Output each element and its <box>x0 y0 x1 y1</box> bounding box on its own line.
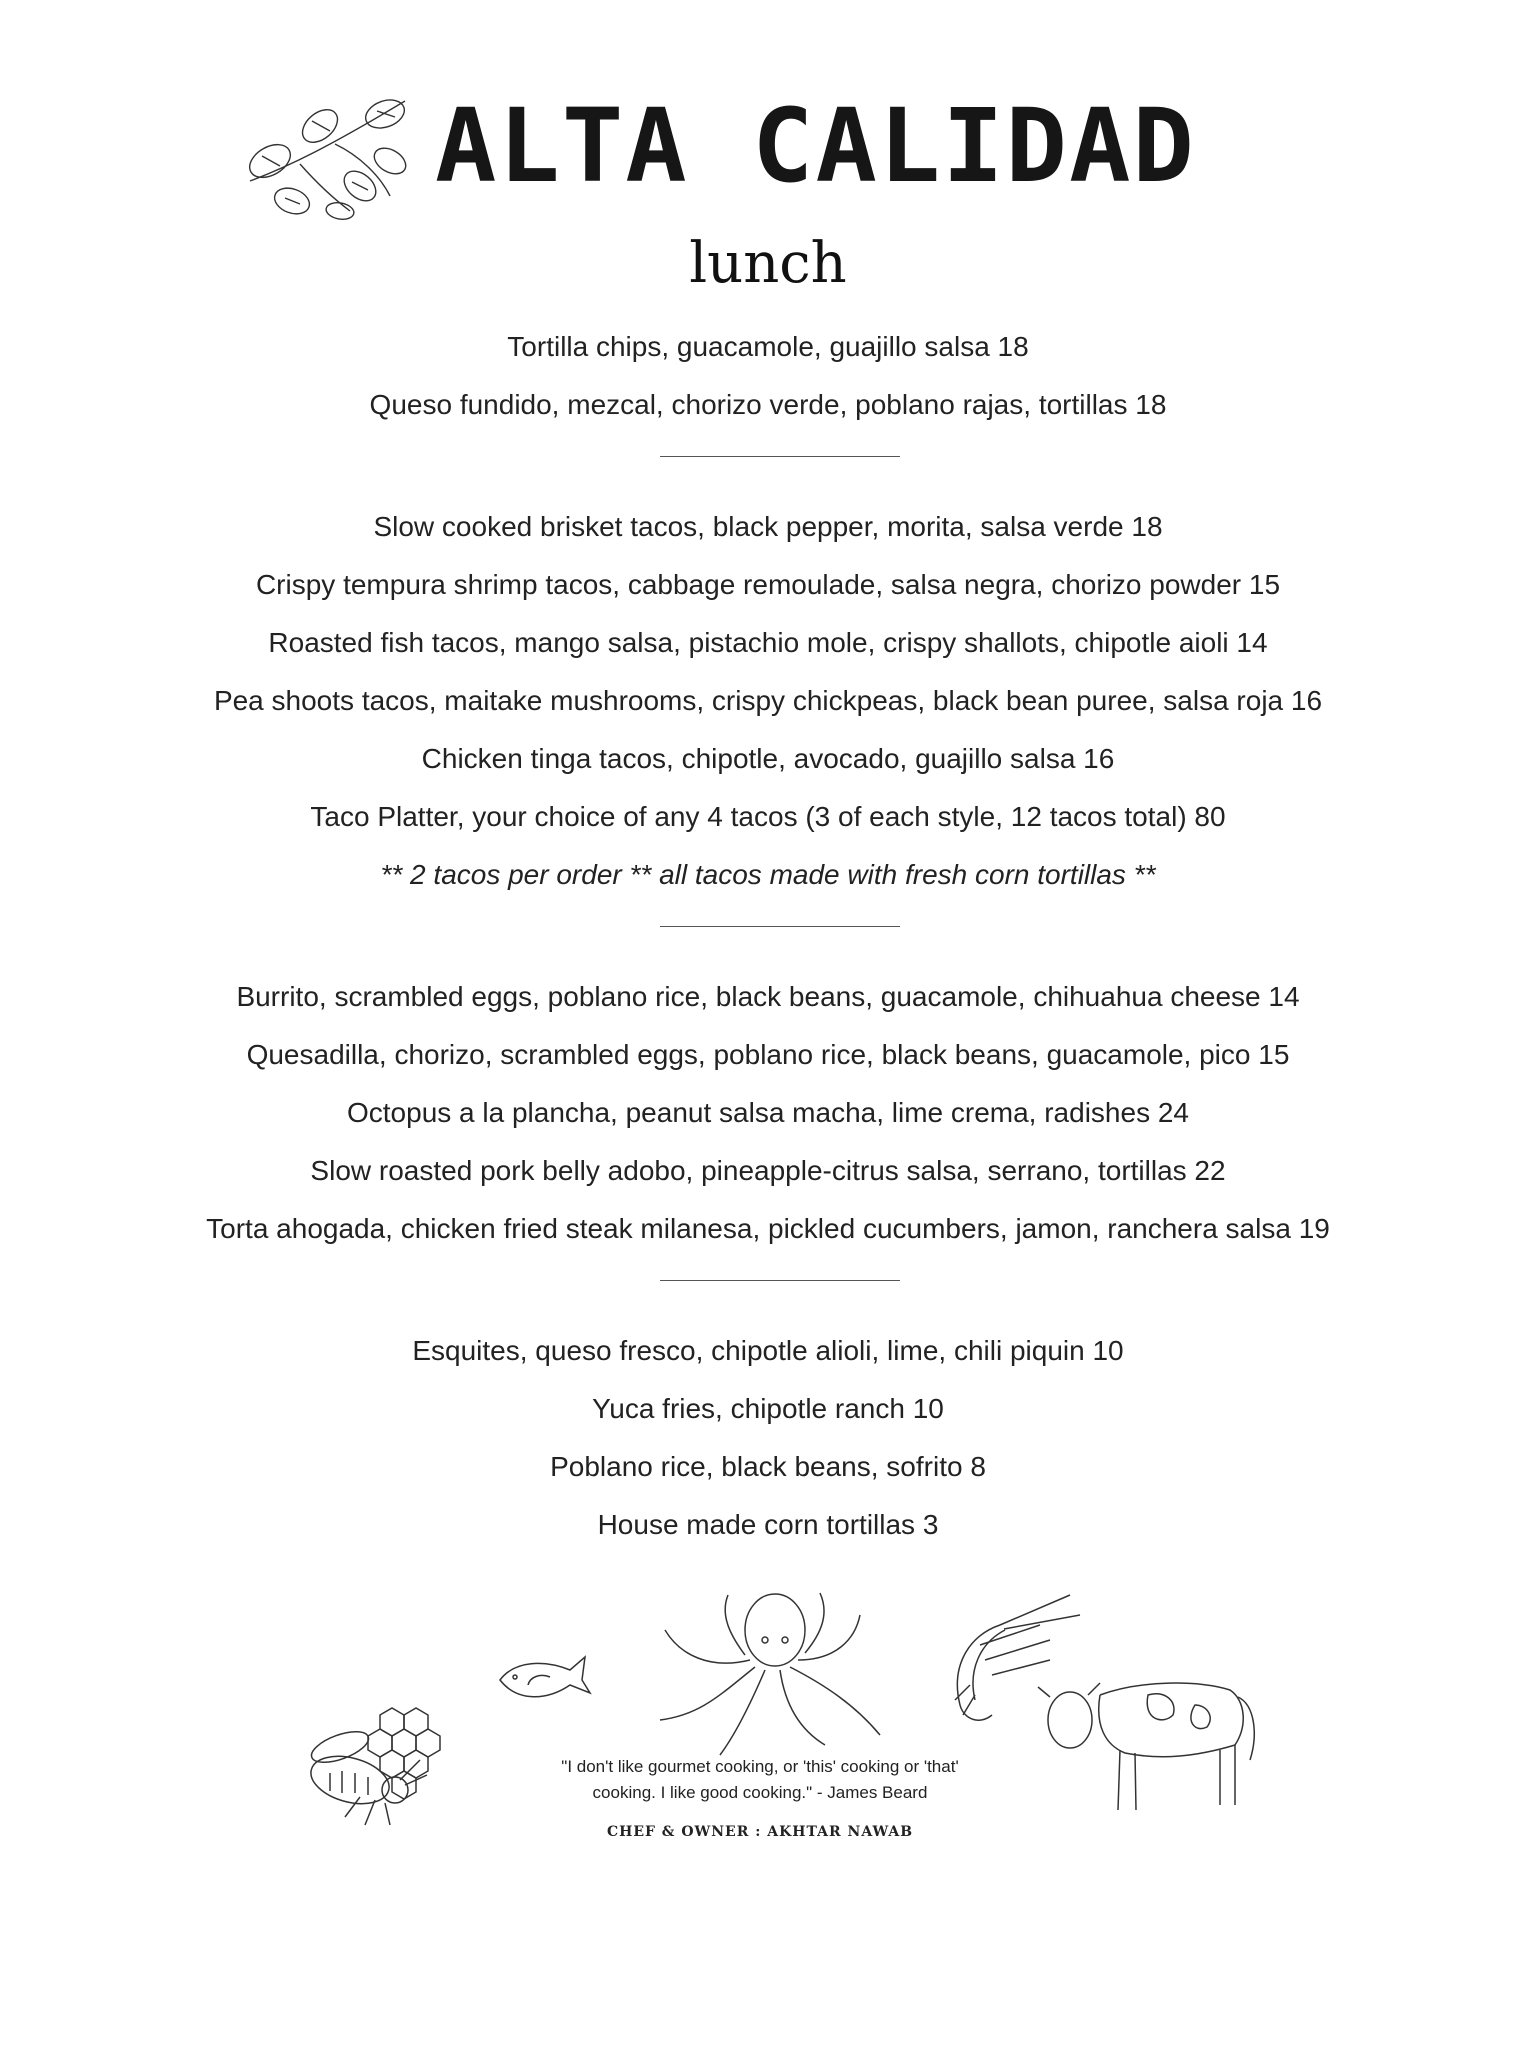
fish-icon <box>500 1657 590 1697</box>
menu-item: Roasted fish tacos, mango salsa, pistachio mole, crispy shallots, chipotle aioli 14 <box>268 627 1268 658</box>
page-title: lunch <box>689 231 847 296</box>
tacos-section <box>0 506 1536 912</box>
starters-section <box>0 326 1536 442</box>
mains-section <box>0 976 1536 1266</box>
octopus-icon <box>660 1593 880 1755</box>
menu-header <box>0 0 1536 206</box>
menu-item: Taco Platter, your choice of any 4 tacos (3 of each style, 12 tacos total) 80 <box>310 801 1226 832</box>
menu-item: Pea shoots tacos, maitake mushrooms, crispy chickpeas, black bean puree, salsa roja 16 <box>213 685 1323 716</box>
brand-title: ALTA CALIDAD <box>435 87 1196 206</box>
menu-item: Slow roasted pork belly adobo, pineapple-citrus salsa, serrano, tortillas 22 <box>310 1155 1226 1186</box>
cow-icon <box>1038 1683 1254 1810</box>
sides-section <box>0 1330 1536 1562</box>
tacos-note: ** 2 tacos per order ** all tacos made with fresh corn tortillas ** <box>380 859 1156 890</box>
menu-item: Tortilla chips, guacamole, guajillo salsa 18 <box>507 331 1029 362</box>
menu-item: Chicken tinga tacos, chipotle, avocado, guajillo salsa 16 <box>421 743 1115 774</box>
bee-icon <box>306 1725 427 1825</box>
menu-item: Crispy tempura shrimp tacos, cabbage remoulade, salsa negra, chorizo powder 15 <box>255 569 1281 600</box>
menu-item: Yuca fries, chipotle ranch 10 <box>592 1393 944 1424</box>
section-divider <box>0 442 1536 506</box>
footer-quote: "I don't like gourmet cooking, or 'this' cooking or 'that' cooking. I like good cooking." - James Beard <box>561 1757 959 1802</box>
menu-item: Burrito, scrambled eggs, poblano rice, black beans, guacamole, chihuahua cheese 14 <box>236 981 1300 1012</box>
menu-item: Esquites, queso fresco, chipotle alioli, lime, chili piquin 10 <box>412 1335 1124 1366</box>
menu-item: Octopus a la plancha, peanut salsa macha, lime crema, radishes 24 <box>346 1097 1189 1128</box>
section-divider <box>0 912 1536 976</box>
menu-item: Slow cooked brisket tacos, black pepper, morita, salsa verde 18 <box>373 511 1163 542</box>
menu-item: Poblano rice, black beans, sofrito 8 <box>550 1451 986 1482</box>
menu-item: Queso fundido, mezcal, chorizo verde, poblano rajas, tortillas 18 <box>369 389 1167 420</box>
section-divider <box>0 1266 1536 1330</box>
shrimp-icon <box>955 1595 1080 1720</box>
menu-item: Quesadilla, chorizo, scrambled eggs, poblano rice, black beans, guacamole, pico 15 <box>246 1039 1290 1070</box>
menu-item: Torta ahogada, chicken fried steak milanesa, pickled cucumbers, jamon, ranchera salsa 19 <box>206 1213 1330 1244</box>
menu-item: House made corn tortillas 3 <box>597 1509 939 1540</box>
leaf-branch-icon <box>240 86 420 221</box>
honeycomb-icon <box>368 1708 440 1799</box>
chef-owner-credit: CHEF & OWNER : AKHTAR NAWAB <box>606 1824 914 1840</box>
menu-list <box>0 326 1536 1562</box>
